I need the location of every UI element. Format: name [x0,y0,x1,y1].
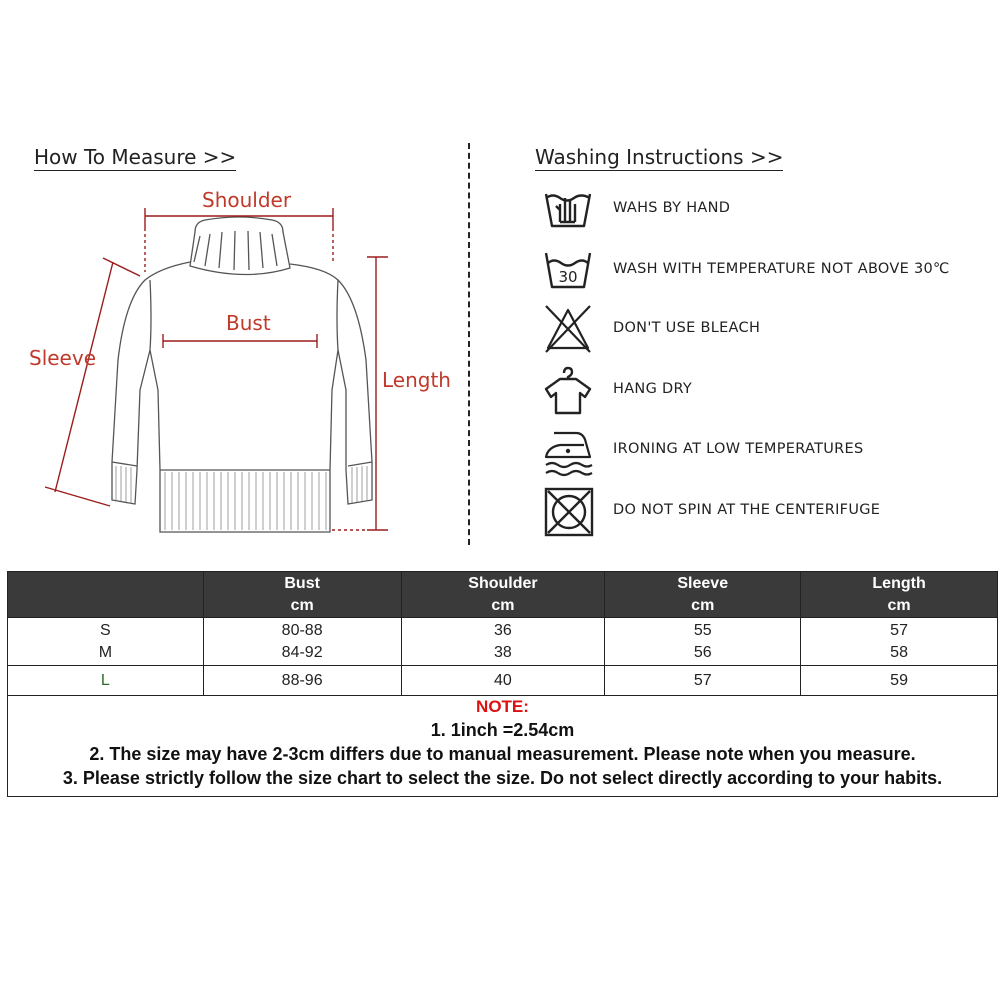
bust-column-header [203,572,401,618]
iron-low-icon [540,423,596,479]
sleeve-cell: 57 [605,666,801,696]
wash-item-no-spin [540,484,980,540]
header-unit: cm [290,596,314,614]
note-line-2: 2. The size may have 2-3cm differs due to manual measurement. Please note when you measure. [89,744,916,764]
wash-item-label: IRONING AT LOW TEMPERATURES [613,441,864,457]
length-label: Length [382,368,451,392]
note-line-3: 3. Please strictly follow the size chart to select the size. Do not select directly according to your habits. [62,768,943,788]
length-column-header [801,572,998,618]
shoulder-value: 38 [494,643,512,661]
sleeve-label: Sleeve [29,346,97,370]
table-row [8,618,998,666]
how-to-measure-heading: How To Measure >> [34,145,237,169]
header-name: Sleeve [677,574,729,592]
header-unit: cm [491,596,515,614]
shoulder-cell: 40 [401,666,605,696]
wash-item-no-bleach [540,302,980,358]
size-cell: L [8,666,204,696]
no-bleach-icon [540,302,596,358]
size-notes [7,695,998,797]
header-name: Shoulder [468,574,538,592]
size-column-header [8,572,204,618]
sleeve-value: 55 [693,621,712,639]
wash-item-iron-low [540,423,980,479]
shoulder-value: 36 [494,621,512,639]
hang-dry-icon [540,363,596,419]
size-cell [8,618,204,666]
wash-item-30-degrees [540,243,980,299]
iron-dot [566,449,570,453]
length-value: 58 [890,643,908,661]
length-cell [801,618,998,666]
sweater-measure-diagram [0,180,460,550]
size-value: S [100,621,111,639]
shoulder-label: Shoulder [202,188,292,212]
sleeve-column-header [605,572,801,618]
note-line-1: 1. 1inch =2.54cm [430,720,575,740]
header-name: Bust [284,574,320,592]
hand-wash-icon [540,182,596,238]
washing-instructions-heading: Washing Instructions >> [535,145,784,169]
header-unit: cm [691,596,715,614]
no-tumble-dry-icon [540,484,596,540]
size-value: M [98,643,113,661]
length-value: 57 [890,621,908,639]
wash-30-icon [540,243,596,299]
bust-value: 80-88 [281,621,323,639]
wash-item-label: WAHS BY HAND [613,200,731,216]
wash-item-label: HANG DRY [613,381,693,397]
section-divider [468,143,470,545]
header-unit: cm [887,596,911,614]
length-cell: 59 [801,666,998,696]
shoulder-column-header [401,572,605,618]
wash-item-label: DON'T USE BLEACH [613,320,761,336]
measure-lines [45,208,388,530]
shoulder-cell [401,618,605,666]
header-name: Length [872,574,926,592]
wash-item-hand-wash [540,182,980,238]
bust-cell: 88-96 [203,666,401,696]
wash-item-label: DO NOT SPIN AT THE CENTERIFUGE [613,502,881,518]
sleeve-value: 56 [693,643,712,661]
table-header-row [8,572,998,618]
size-chart-table [7,571,998,696]
wash-item-hang-dry [540,363,980,419]
wash-temp-value: 30 [558,268,578,286]
bust-cell [203,618,401,666]
wash-item-label: WASH WITH TEMPERATURE NOT ABOVE 30℃ [613,261,950,277]
sleeve-cell [605,618,801,666]
note-title: NOTE: [476,697,529,716]
table-row [8,666,998,696]
bust-label: Bust [226,311,271,335]
bust-value: 84-92 [281,643,323,661]
